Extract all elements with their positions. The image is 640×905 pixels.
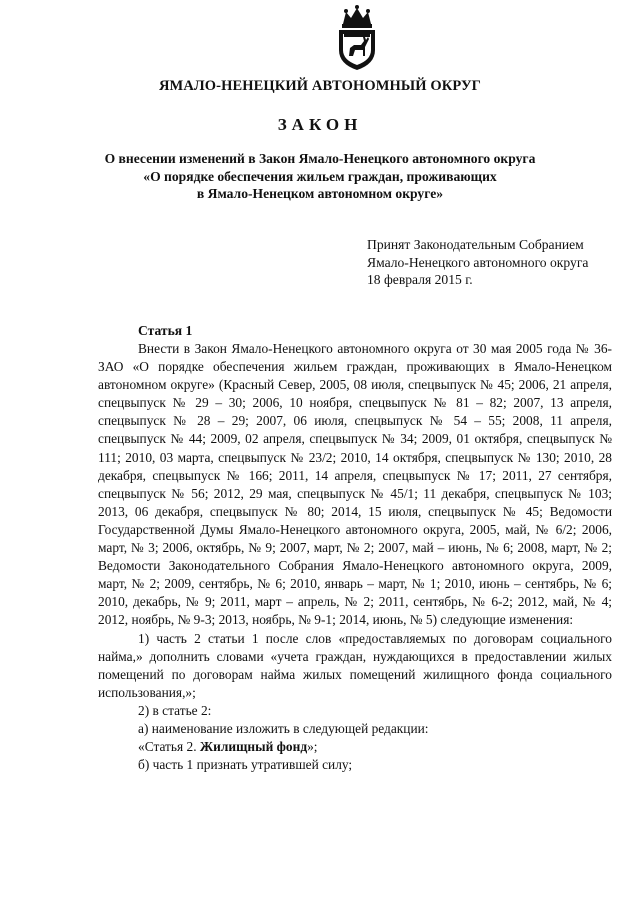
amendment-item: 2) в статье 2: <box>138 702 212 718</box>
article-suffix: »; <box>307 739 318 755</box>
law-title-line: «О порядке обеспечения жильем граждан, проживающих <box>143 168 497 184</box>
adoption-line: Принят Законодательным Собранием <box>367 237 584 252</box>
adoption-date: 18 февраля 2015 г. <box>367 272 473 287</box>
law-title-line: О внесении изменений в Закон Ямало-Ненецкого автономного округа <box>104 151 536 166</box>
law-title-line: в Ямало-Ненецком автономном округе» <box>196 186 444 201</box>
law-title <box>80 150 560 203</box>
amendment-subitem <box>98 738 612 756</box>
coat-of-arms-icon <box>334 4 380 72</box>
amendment-subitem: а) наименование изложить в следующей редакции: <box>138 720 429 736</box>
article-prefix: «Статья 2. <box>138 739 200 755</box>
adoption-note <box>367 236 588 289</box>
region-title: ЯМАЛО-НЕНЕЦКИЙ АВТОНОМНЫЙ ОКРУГ <box>158 78 482 94</box>
amendment-item: 1) часть 2 статьи 1 после слов «предоставляемых по договорам социального найма,» дополнить словами «учета граждан, нуждающихся в предоставлении жилых помещений по договорам найма жилых помещений жилищного фонда социального использования,»; <box>98 630 612 700</box>
amendment-subitem: б) часть 1 признать утратившей силу; <box>138 757 353 773</box>
article-name: Жилищный фонд <box>199 739 308 755</box>
article-body <box>98 340 612 774</box>
adoption-line: Ямало-Ненецкого автономного округа <box>367 254 589 270</box>
document-type: ЗАКОН <box>277 115 363 134</box>
article-heading: Статья 1 <box>138 323 193 338</box>
article-intro: Внести в Закон Ямало-Ненецкого автономного округа от 30 мая 2005 года № 36-ЗАО «О порядке обеспечения жильем граждан, проживающих в Ямало-Ненецком автономном округе» (Красный Север, 2005, 08 июля, спецвыпуск № 45; 2006, 21 апреля, спецвыпуск № 29 – 30; 2006, 10 ноября, спецвыпуск № 81 – 82; 2007, 13 апреля, спецвыпуск № 28 – 29; 2007, 06 июля, спецвыпуск № 54 – 55; 2008, 11 апреля, спецвыпуск № 44; 2009, 02 апреля, спецвыпуск № 34; 2009, 01 октября, спецвыпуск № 111; 2010, 03 марта, спецвыпуск № 23/2; 2010, 14 октября, спецвыпуск № 130; 2010, 28 декабря, спецвыпуск № 166; 2011, 14 апреля, спецвыпуск № 17; 2011, 27 сентября, спецвыпуск № 56; 2012, 29 мая, спецвыпуск № 45/1; 11 декабря, спецвыпуск № 103; 2013, 06 декабря, спецвыпуск № 80; 2014, 15 июля, спецвыпуск № 45; Ведомости Государственной Думы Ямало-Ненецкого автономного округа, 2005, май, № 6/2; 2006, март, № 3; 2006, октябрь, № 9; 2007, март, № 2; 2007, май – июнь, № 6; 2008, март, № 2; Ведомости Законодательного Собрания Ямало-Ненецкого автономного округа, 2009, март, № 2; 2009, сентябрь, № 6; 2010, январь – март, № 1; 2010, июнь – сентябрь, № 6; 2010, декабрь, № 9; 2011, март – апрель, № 2; 2011, сентябрь, № 6-2; 2012, май, № 4; 2012, ноябрь, № 9-3; 2013, ноябрь, № 9-1; 2014, июнь, № 5) следующие изменения: <box>98 341 612 628</box>
